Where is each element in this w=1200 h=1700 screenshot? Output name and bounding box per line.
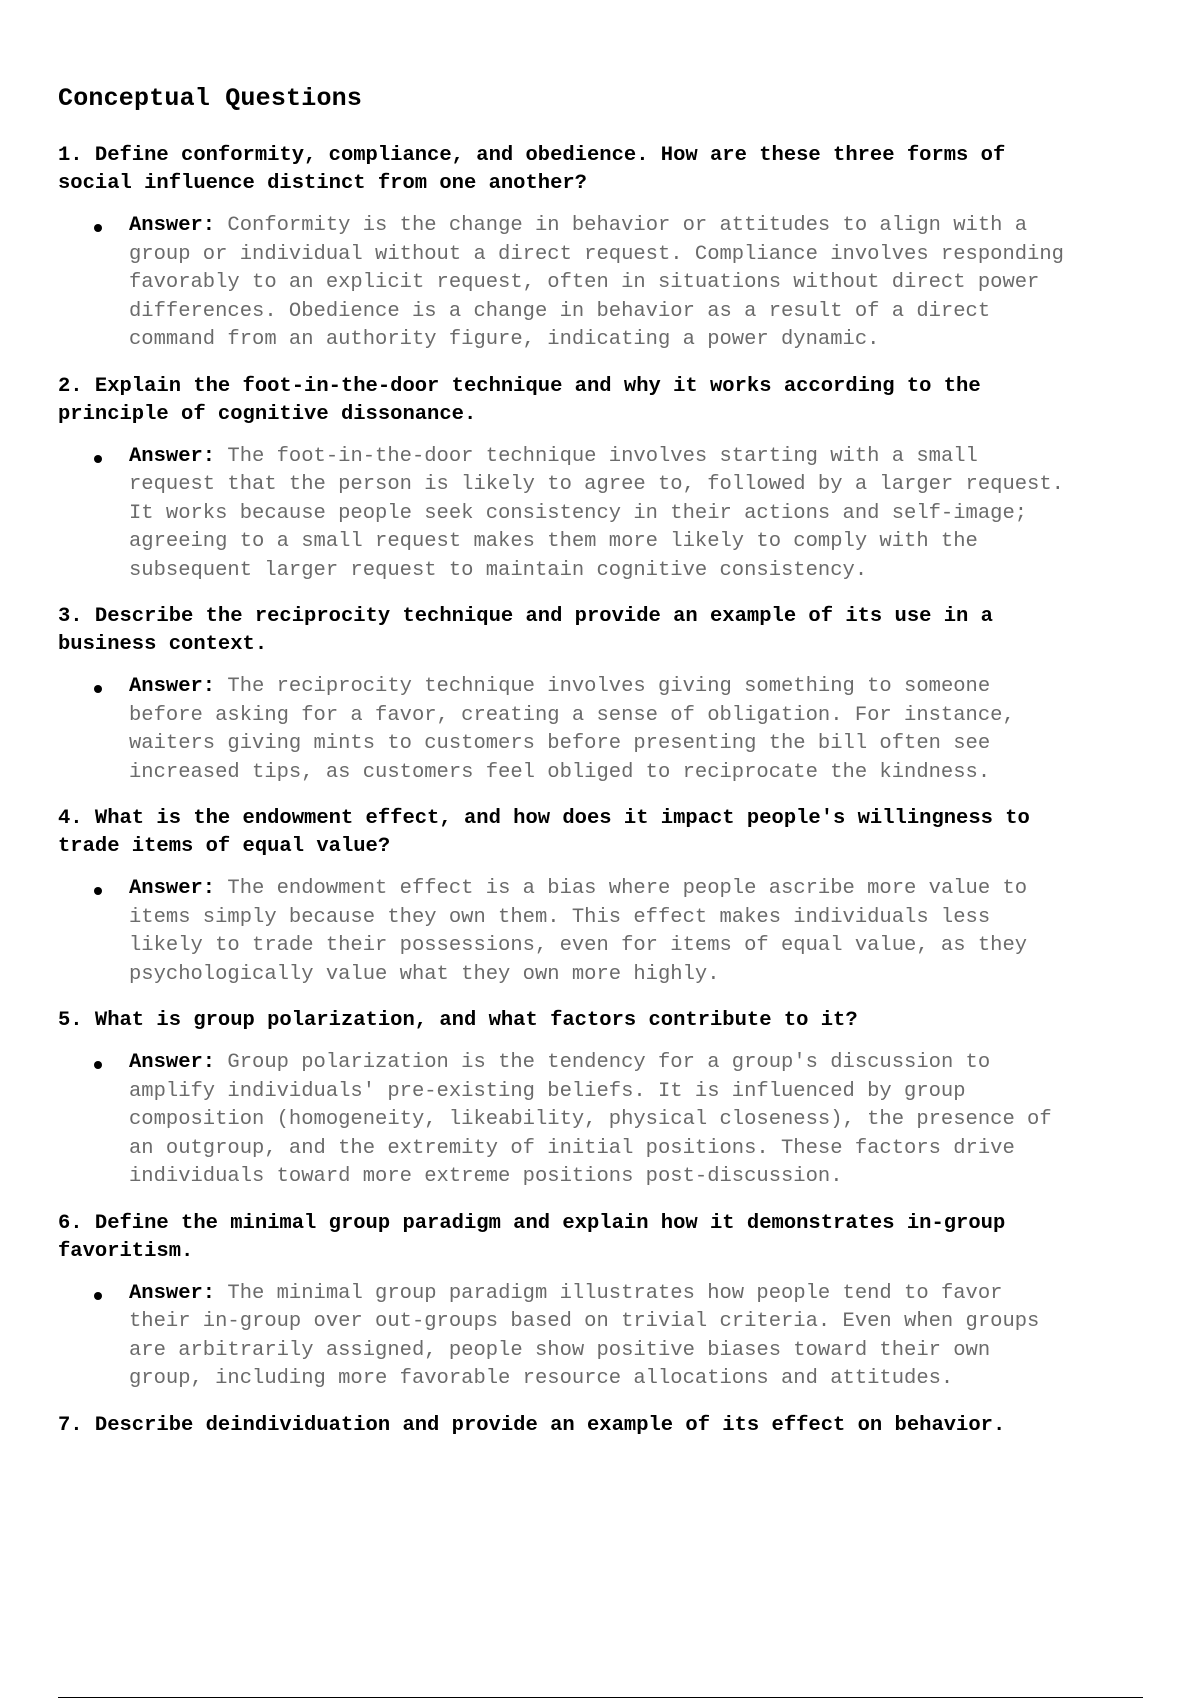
question-line: 2. Explain the foot-in-the-door technique and why it works according to the [58,374,981,398]
answer-line: amplify individuals' pre-existing beliefs. It is influenced by group [129,1079,966,1103]
answer-text: The minimal group paradigm illustrates how people tend to favor [215,1281,1003,1305]
answer-line [129,673,1148,702]
answer-label: Answer: [129,877,216,900]
answer-text: The foot-in-the-door technique involves starting with a small [215,444,978,468]
answer-line: before asking for a favor, creating a sense of obligation. For instance, [129,703,1015,727]
answer-line: command from an authority figure, indicating a power dynamic. [129,328,880,351]
question-3 [58,603,1148,659]
answer-line: request that the person is likely to agree to, followed by a larger request. [129,473,1064,496]
question-7 [58,1412,1148,1440]
answer-line: It works because people seek consistency in their actions and self-image; [129,501,1028,525]
question-2 [58,373,1148,429]
answer-line [129,1280,1148,1309]
answer-line: items simply because they own them. This effect makes individuals less [129,905,991,929]
question-line: 3. Describe the reciprocity technique and provide an example of its use in a [58,605,993,628]
question-line: 5. What is group polarization, and what factors contribute to it? [58,1009,858,1032]
answer-line: composition (homogeneity, likeability, physical closeness), the presence of [129,1108,1052,1131]
answer-text: The endowment effect is a bias where people ascribe more value to [215,877,1028,900]
bullet-icon [94,224,102,232]
answer-text: The reciprocity technique involves giving something to someone [215,675,991,698]
answer-line [129,1049,1148,1078]
document-page [58,84,1148,1440]
answer-line [129,875,1148,904]
answer-line: likely to trade their possessions, even for items of equal value, as they [129,934,1028,957]
answer-list [58,1280,1148,1394]
bullet-icon [94,685,102,693]
bullet-icon [94,455,102,463]
question-line: 7. Describe deindividuation and provide an example of its effect on behavior. [58,1413,1006,1437]
question-line: 1. Define conformity, compliance, and obedience. How are these three forms of [58,144,1006,167]
answer-line: an outgroup, and the extremity of initial positions. These factors drive [129,1136,1015,1160]
answer-list [58,1049,1148,1192]
question-5 [58,1007,1148,1035]
answer-label: Answer: [129,214,216,237]
question-line: principle of cognitive dissonance. [58,402,477,426]
question-line: 6. Define the minimal group paradigm and explain how it demonstrates in-group [58,1211,1006,1235]
answer-line [129,212,1148,241]
bullet-icon [94,1292,102,1300]
answer-4 [129,875,1148,989]
answer-text: Conformity is the change in behavior or attitudes to align with a [215,214,1028,237]
question-line: 4. What is the endowment effect, and how does it impact people's willingness to [58,807,1030,830]
answer-list [58,673,1148,787]
answer-line: their in-group over out-groups based on trivial criteria. Even when groups [129,1310,1040,1333]
answer-line: agreeing to a small request makes them more likely to comply with the [129,530,978,553]
answer-line: increased tips, as customers feel obliged to reciprocate the kindness. [129,760,991,784]
question-1 [58,142,1148,198]
bullet-icon [94,887,102,895]
answer-label: Answer: [129,1051,216,1074]
answer-list [58,443,1148,586]
answer-list [58,212,1148,355]
answer-line: waiters giving mints to customers before presenting the bill often see [129,732,991,755]
answer-line: favorably to an explicit request, often in situations without direct power [129,271,1040,294]
question-6 [58,1210,1148,1266]
answer-5 [129,1049,1148,1192]
question-line: business context. [58,633,268,656]
answer-list [58,875,1148,989]
answer-line: psychologically value what they own more highly. [129,962,720,986]
bullet-icon [94,1061,102,1069]
answer-line: group or individual without a direct request. Compliance involves responding [129,242,1064,266]
answer-label: Answer: [129,1281,216,1305]
answer-label: Answer: [129,675,216,698]
answer-line [129,443,1148,472]
answer-line: individuals toward more extreme positions post-discussion. [129,1165,843,1188]
question-line: social influence distinct from one another? [58,172,587,195]
answer-3 [129,673,1148,787]
answer-1 [129,212,1148,355]
answer-line: subsequent larger request to maintain cognitive consistency. [129,558,868,582]
footer-rule [58,1697,1143,1698]
question-4 [58,805,1148,861]
answer-label: Answer: [129,444,216,468]
answer-2 [129,443,1148,586]
answer-text: Group polarization is the tendency for a group's discussion to [215,1051,991,1074]
answer-line: differences. Obedience is a change in behavior as a result of a direct [129,299,991,323]
question-line: trade items of equal value? [58,835,391,858]
question-line: favoritism. [58,1239,194,1263]
answer-6 [129,1280,1148,1394]
answer-line: group, including more favorable resource allocations and attitudes. [129,1367,954,1390]
page-title: Conceptual Questions [58,84,363,113]
qa-list [58,142,1148,1440]
answer-line: are arbitrarily assigned, people show positive biases toward their own [129,1338,991,1362]
